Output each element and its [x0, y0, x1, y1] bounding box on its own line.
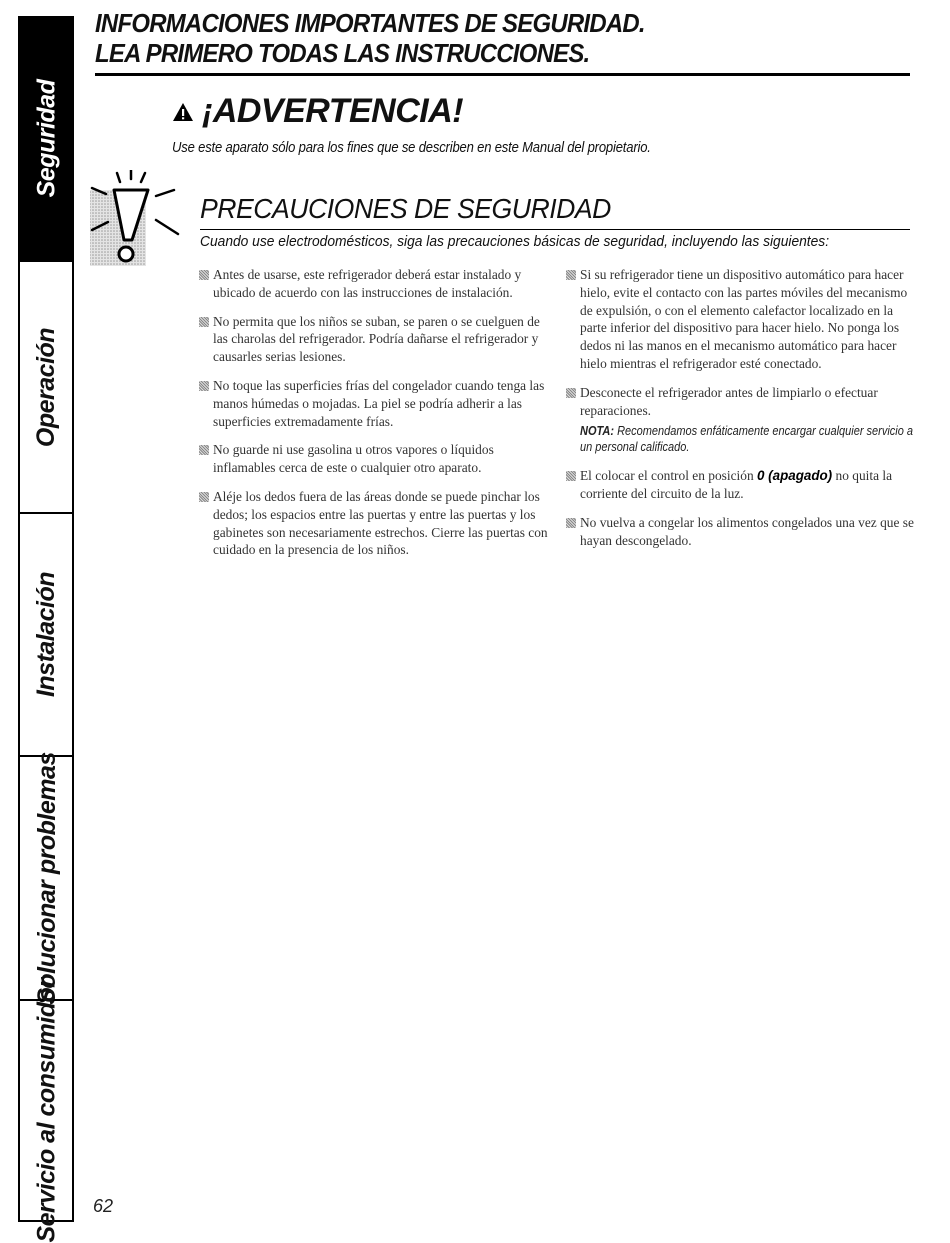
list-item: Desconecte el refrigerador antes de limpiarlo o efectuar reparaciones. — [565, 384, 915, 420]
precautions-subtitle: Cuando use electrodomésticos, siga las precauciones básicas de seguridad, incluyendo las siguientes: — [200, 233, 830, 250]
service-note — [580, 423, 914, 455]
list-item: El colocar el control en posición 0 (apagado) no quita la corriente del circuito de la luz. — [565, 467, 915, 503]
list-item: No guarde ni use gasolina u otros vapores o líquidos inflamables cerca de este o cualquier otro aparato. — [198, 441, 548, 477]
warning-subtitle: Use este aparato sólo para los fines que se describen en este Manual del propietario. — [172, 140, 651, 156]
bullet-square-icon — [566, 270, 576, 280]
bullet-square-icon — [199, 317, 209, 327]
bullet-square-icon — [566, 471, 576, 481]
tab-label: Solucionar problemas — [32, 751, 61, 1005]
precautions-divider — [200, 229, 910, 230]
tab-instalacion[interactable] — [20, 512, 74, 755]
list-item: No permita que los niños se suban, se paren o se cuelguen de las charolas del refrigerador. Podría dañarse el refrigerador y causarles serias lesiones. — [198, 313, 548, 366]
note-label: NOTA: — [580, 424, 615, 439]
tab-servicio-al-consumidor[interactable] — [20, 978, 74, 1243]
bullet-square-icon — [199, 445, 209, 455]
bullet-square-icon — [199, 270, 209, 280]
tab-label: Seguridad — [32, 79, 61, 197]
tab-label: Instalación — [32, 571, 61, 698]
page-number: 62 — [93, 1196, 114, 1216]
header-divider — [95, 73, 910, 76]
section-tabs — [18, 16, 74, 1243]
precautions-right-column — [565, 266, 915, 561]
note-text: Recomendamos enfáticamente encargar cualquier servicio a un personal calificado. — [580, 424, 914, 455]
tab-seguridad[interactable] — [20, 16, 74, 260]
bullet-square-icon — [566, 388, 576, 398]
list-item: Antes de usarse, este refrigerador deberá estar instalado y ubicado de acuerdo con las instrucciones de instalación. — [198, 266, 548, 302]
header-line-1: INFORMACIONES IMPORTANTES DE SEGURIDAD. — [95, 8, 645, 38]
precautions-title: PRECAUCIONES DE SEGURIDAD — [200, 193, 611, 224]
list-item: Si su refrigerador tiene un dispositivo automático para hacer hielo, evite el contacto con las partes móviles del mecanismo de expulsión, o con el elemento calefactor localizado en la parte inferior del dispositivo para hacer hielo. No ponga los dedos ni las manos en el mecanismo automático para hacer hielo mientras el refrigerador esté conectado. — [565, 266, 915, 373]
warning-triangle-icon — [172, 102, 194, 122]
bullet-square-icon — [566, 518, 576, 528]
safety-exclamation-icon — [86, 170, 186, 270]
warning-title: ¡ADVERTENCIA! — [202, 92, 464, 130]
tab-label: Servicio al consumidor — [32, 978, 61, 1243]
warning-heading — [172, 92, 463, 131]
precautions-left-column — [198, 266, 548, 570]
list-item: No toque las superficies frías del congelador cuando tenga las manos húmedas o mojadas. La piel se podría adherir a las superficies extremadamente frías. — [198, 377, 548, 430]
bullet-square-icon — [199, 381, 209, 391]
list-item: Aléje los dedos fuera de las áreas donde se puede pinchar los dedos; los espacios entre las puertas y entre las puertas y los gabinetes son necesariamente estrechos. Cierre las puertas con cuidado en la presencia de los niños. — [198, 488, 548, 559]
off-position-label: 0 (apagado) — [757, 468, 833, 484]
tab-solucionar-problemas[interactable] — [20, 751, 74, 1005]
bullet-square-icon — [199, 492, 209, 502]
list-item: No vuelva a congelar los alimentos congelados una vez que se hayan descongelado. — [565, 514, 915, 550]
tab-label: Operación — [32, 327, 61, 447]
tab-operacion[interactable] — [20, 260, 74, 512]
page-header — [95, 8, 910, 68]
header-line-2: LEA PRIMERO TODAS LAS INSTRUCCIONES. — [95, 38, 590, 68]
